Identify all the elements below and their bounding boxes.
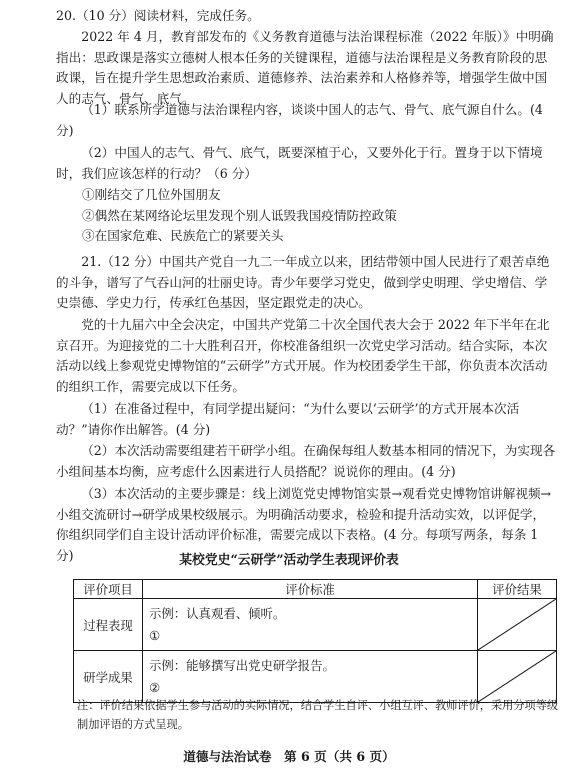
q20-task1: （1）联系所学道德与法治课程内容，谈谈中国人的志气、骨气、底气源自什么。(4 分)	[56, 102, 543, 138]
diagonal-line	[478, 651, 556, 702]
table-header: 评价标准	[143, 580, 478, 599]
q21-task3: （3）本次活动的主要步骤是：线上浏览党史博物馆实景→观看党史博物馆讲解视频→小组交流研讨→研学成果校级展示。为明确活动要求，检验和提升活动实效，以评促学，你组织同学们自主设计活动评价标准，需要完成以下表格。(4 分。每项写两条，每条 1 分)	[56, 486, 552, 563]
q20-material: 2022 年 4 月，教育部发布的《义务教育道德与法治课程标准（2022 年版）》中明确指出：思政课是落实立德树人根本任务的关键课程，道德与法治课程是义务教育阶段的思政课，旨在提升学生思想政治素质、道德修养、法治素养和人格修养等，增强学生做中国人的志气、骨气、底气。	[56, 29, 554, 106]
q21-context: 党的十九届六中全会决定，中国共产党第二十次全国代表大会于 2022 年下半年在北京召开。为迎接党的二十大胜利召开，你校准备组织一次党史学习活动。结合实际，本次活动以线上参观党史博物馆的“云研学”方式开展。作为校团委学生干部，你负责本次活动的组织工作，需要完成以下任务。	[56, 317, 550, 394]
q20-options	[82, 185, 552, 247]
table-title: 某校党史“云研学”活动学生表现评价表	[179, 553, 399, 568]
row-result-cell	[478, 651, 557, 703]
row-example: 示例：认真观看、倾听。	[149, 605, 286, 621]
note-label: 注：	[77, 699, 100, 712]
page-footer: 道德与法治试卷 第 6 页（共 6 页）	[183, 749, 395, 764]
diagonal-line	[478, 599, 556, 650]
row-example: 示例：能够撰写出党史研学报告。	[149, 657, 335, 673]
q20-task2: （2）中国人的志气、骨气、底气，既要深植于心，又要外化于行。置身于以下情境时，我们应该怎样的行动？（6 分）	[56, 145, 543, 181]
evaluation-table	[73, 579, 557, 703]
table-row	[74, 599, 557, 651]
table-header-row	[74, 580, 557, 599]
table-note	[77, 696, 559, 734]
row-blank: ②	[149, 679, 161, 695]
table-row	[74, 651, 557, 703]
q20-option: ①刚结交了几位外国朋友	[82, 187, 221, 202]
row-result-cell	[478, 599, 557, 651]
q20-option: ②偶然在某网络论坛里发现个别人诋毁我国疫情防控政策	[82, 207, 397, 223]
table-header: 评价结果	[478, 580, 557, 599]
table-header: 评价项目	[74, 580, 143, 599]
row-criteria	[143, 599, 478, 651]
row-item: 过程表现	[74, 599, 143, 651]
q20-header: 20.（10 分）阅读材料，完成任务。	[56, 8, 260, 23]
q20-option: ③在国家危难、民族危亡的紧要关头	[82, 228, 284, 244]
row-item: 研学成果	[74, 651, 143, 703]
row-blank: ①	[149, 627, 161, 643]
note-text: 评价结果依据学生参与活动的实际情况，结合学生自评、小组互评、教师评价，采用分项等级制加评语的方式呈现。	[77, 699, 559, 731]
q21-task1: （1）在准备过程中，有同学提出疑问：“为什么要以‘云研学’的方式开展本次活动？”请你作出解答。(4 分)	[56, 401, 520, 437]
row-criteria	[143, 651, 478, 703]
q21-intro: 21.（12 分）中国共产党自一九二一年成立以来，团结带领中国人民进行了艰苦卓绝的斗争，谱写了气吞山河的壮丽史诗。青少年要学习党史，做到学史明理、学史增信、学史崇德、学史力行，传承红色基因，坚定跟党走的决心。	[56, 254, 550, 311]
q21-task2: （2）本次活动需要组建若干研学小组。在确保每组人数基本相同的情况下，为实现各小组间基本均衡，应考虑什么因素进行人员搭配？说说你的理由。(4 分)	[56, 443, 556, 479]
